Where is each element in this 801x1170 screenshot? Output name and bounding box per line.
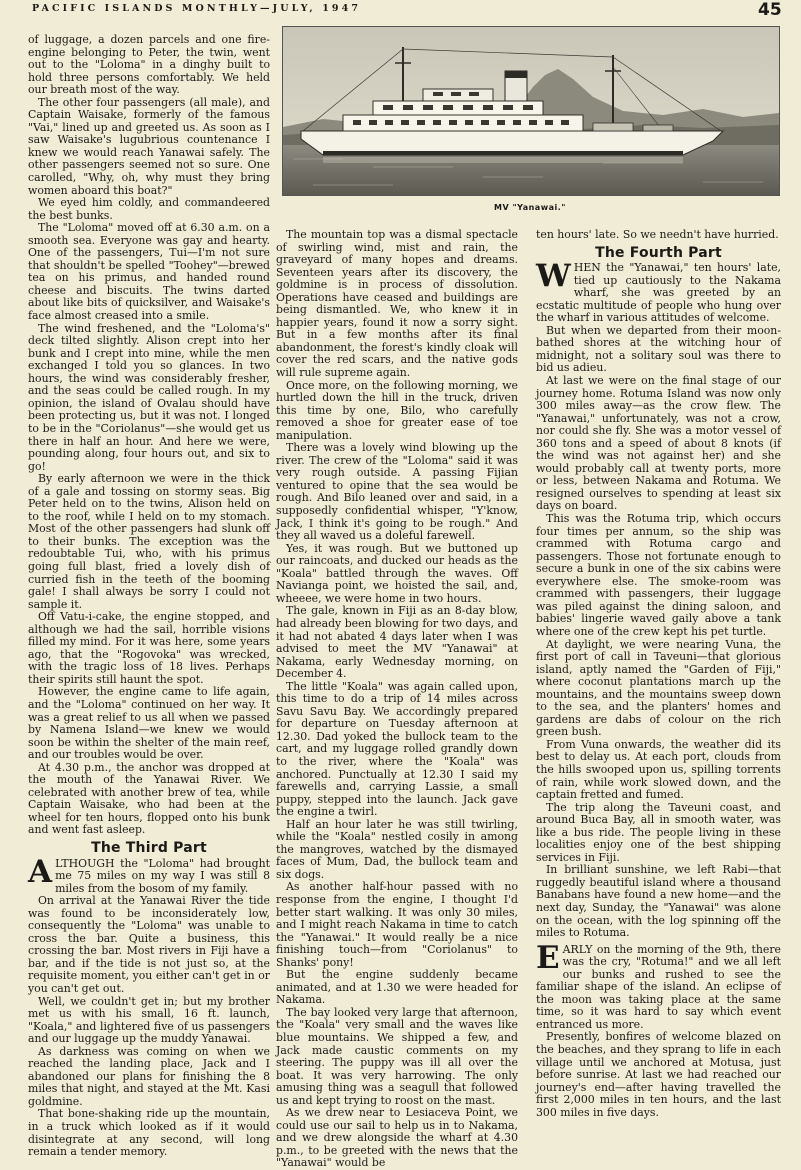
paragraph: Half an hour later he was still twirling, while the "Koala" nestled cosily in among the mangroves, watched by the dismayed faces of Mum, Dad, the bullock team and six dogs. <box>276 817 518 881</box>
paragraph-text: LTHOUGH the "Loloma" had brought me 75 miles on my way I was still 8 miles from the bosom of my family. <box>55 856 270 895</box>
paragraph: Well, we couldn't get in; but my brother met us with his small, 16 ft. launch, "Koala," and lightered five of us passengers and our luggage up the muddy Yanawai. <box>28 994 270 1046</box>
ship-illustration <box>283 27 779 195</box>
paragraph: But the engine suddenly became animated, and at 1.30 we were headed for Nakama. <box>276 968 518 1007</box>
paragraph: At 4.30 p.m., the anchor was dropped at the mouth of the Yanawai River. We celebrated with another brew of tea, while Captain Waisake, who had been at the wheel for ten hours, flopped onto his bunk and went fast asleep. <box>28 760 270 837</box>
paragraph: The other four passengers (all male), and Captain Waisake, formerly of the famous "Vai," lined up and greeted us. As soon as I saw Waisake's lugubrious countenance I knew we would reach Yanawai safely. The other passengers seemed not so sure. One carolled, "Why, oh, why must they bring women aboard this boat?" <box>28 95 270 197</box>
paragraph: The little "Koala" was again called upon, this time to do a trip of 14 miles across Savu Savu Bay. We accordingly prepared for departure on Tuesday afternoon at 12.30. Dad yoked the bullock team to the cart, and my luggage rolled grandly down to the river, where the "Koala" was anchored. Punctually at 12.30 I said my farewells and, carrying Lassie, a small puppy, stepped into the launch. Jack gave the engine a twirl. <box>276 679 518 819</box>
drop-cap: A <box>28 853 53 890</box>
paragraph: At last we were on the final stage of our journey home. Rotuma Island was now only 300 miles away—as the crow flew. The "Yanawai," unfortunately, was not a crow, nor could she fly. She was a motor vessel of 360 tons and a speed of about 8 knots (if the wind was not against her) and she would probably call at twenty ports, more or less, between Nakama and Rotuma. We resigned ourselves to spending at least six days on board. <box>536 374 781 513</box>
section-heading-fourth-part: The Fourth Part <box>595 244 722 261</box>
paragraph: As we drew near to Lesiaceva Point, we could use our sail to help us in to Nakama, and we drew alongside the wharf at 4.30 p.m., to be greeted with the news that the "Yanawai" would be <box>276 1106 518 1170</box>
ship-photo <box>282 26 780 196</box>
paragraph: The bay looked very large that afternoon, the "Koala" very small and the waves like blue mountains. We shipped a few, and Jack made caustic comments on my steering. The puppy was ill all over the boat. It was very harrowing. The only amusing thing was a seagull that followed us and kept trying to roost on the mast. <box>276 1005 518 1107</box>
paragraph-text: ARLY on the morning of the 9th, there was the cry, "Rotuma!" and we all left our bunks and rushed to see the familiar shape of the island. An eclipse of the moon was taking place at the same time, so it was hard to say which event entranced us more. <box>536 942 781 1031</box>
paragraph <box>536 939 781 1032</box>
paragraph: The wind freshened, and the "Loloma's" deck tilted slightly. Alison crept into her bunk and I crept into mine, while the men exchanged I told you so glances. In two hours, the wind was considerably fresher, and the seas could be called rough. In my opinion, the island of Ovalau should have been protecting us, but it was not. I longed to be in the "Coriolanus"—she would get us there in half an hour. And here we were, pounding along, four hours out, and six to go! <box>28 321 270 473</box>
article-column-3 <box>536 228 781 1119</box>
article-column-1 <box>28 33 270 1159</box>
drop-cap: W <box>536 258 571 295</box>
paragraph: But when we departed from their moon-bathed shores at the witching hour of midnight, not a solitary soul was there to bid us adieu. <box>536 323 781 375</box>
paragraph: We eyed him coldly, and commandeered the best bunks. <box>28 196 270 222</box>
paragraph: The gale, known in Fiji as an 8-day blow, had already been blowing for two days, and it had not abated 4 days later when I was advised to meet the MV "Yanawai" at Nakama, early Wednesday morning, on December 4. <box>276 604 518 681</box>
paragraph: Yes, it was rough. But we buttoned up our raincoats, and ducked our heads as the "Koala" battled through the waves. Off Navianga point, we hoisted the sail, and, wheeee, we were home in two hours. <box>276 541 518 605</box>
paragraph <box>28 853 270 896</box>
photo-caption: MV "Yanawai." <box>494 203 566 212</box>
paragraph: There was a lovely wind blowing up the river. The crew of the "Loloma" said it was very rough outside. A passing Fijian ventured to opine that the sea would be rough. And Bilo leaned over and said, in a supposedly confidential whisper, "Y'know, Jack, I think it's going to be rough." And they all waved us a doleful farewell. <box>276 441 518 543</box>
article-column-2 <box>276 228 518 1170</box>
paragraph: That bone-shaking ride up the mountain, in a truck which looked as if it would disintegrate at any second, will long remain a tender memory. <box>28 1107 270 1159</box>
drop-cap: E <box>536 939 560 976</box>
paragraph: From Vuna onwards, the weather did its best to delay us. At each port, clouds from the hills swooped upon us, spilling torrents of rain, while work slowed down, and the captain fretted and fumed. <box>536 737 781 802</box>
paragraph: ten hours' late. So we needn't have hurried. <box>536 228 779 241</box>
paragraph <box>536 258 781 325</box>
paragraph: Presently, bonfires of welcome blazed on the beaches, and they sprang to life in each village until we anchored at Motusa, just before sunrise. At last we had reached our journey's end—after having travelled the first 2,000 miles in ten hours, and the last 300 miles in five days. <box>536 1030 781 1119</box>
paragraph: The trip along the Taveuni coast, and around Buca Bay, all in smooth water, was like a bus ride. The people living in these localities enjoy one of the best shipping services in Fiji. <box>536 800 781 864</box>
paragraph: of luggage, a dozen parcels and one fire-engine belonging to Peter, the twin, went out to the "Loloma" in a dinghy built to hold three persons comfortably. We held our breath most of the way. <box>28 33 270 97</box>
paragraph: Off Vatu-i-cake, the engine stopped, and although we had the sail, horrible visions filled my mind. For it was here, some years ago, that the "Rogovoka" was wrecked, with the tragic loss of 18 lives. Perhaps their spirits still haunt the spot. <box>28 610 270 686</box>
page-number: 45 <box>758 0 782 20</box>
running-head: PACIFIC ISLANDS MONTHLY—JULY, 1947 <box>32 3 362 14</box>
section-heading-third-part: The Third Part <box>91 840 207 856</box>
paragraph: On arrival at the Yanawai River the tide was found to be inconsiderately low, consequently the "Loloma" was unable to cross the bar. Quite a business, this crossing the bar. Most rivers in Fiji have a bar, and if the tide is not just so, at the requisite moment, you either can't get in or you can't get out. <box>28 894 270 996</box>
paragraph: By early afternoon we were in the thick of a gale and tossing on stormy seas. Big Peter held on to the twins, Alison held on to the roof, while I held on to my stomach. Most of the other passengers had slunk off to their bunks. The exception was the redoubtable Tui, who, with his primus going full blast, fried a lovely dish of curried fish in the teeth of the booming gale! I shall always be sorry I could not sample it. <box>28 472 270 611</box>
paragraph-text: HEN the "Yanawai," ten hours' late, tied up cautiously to the Nakama wharf, she was greeted by an ecstatic multitude of people who hung over the wharf in various attitudes of welcome. <box>536 261 781 325</box>
paragraph: This was the Rotuma trip, which occurs four times per annum, so the ship was crammed with Rotuma cargo and passengers. Those not fortunate enough to secure a bunk in one of the six cabins were everywhere else. The smoke-room was crammed with passengers, their luggage was piled against the dining saloon, and babies' lingerie waved gaily above a tank where one of the crew kept his pet turtle. <box>536 512 781 638</box>
paragraph: As another half-hour passed with no response from the engine, I thought I'd better start walking. It was only 30 miles, and I might reach Nakama in time to catch the "Yanawai." It would really be a nice finishing touch—from "Coriolanus" to Shanks' pony! <box>276 880 518 969</box>
paragraph: At daylight, we were nearing Vuna, the first port of call in Taveuni—that glorious island, aptly named the "Garden of Fiji," where coconut plantations march up the mountains, and the mountains sweep down to the sea, and the planters' homes and gardens are dabs of colour on the rich green bush. <box>536 637 781 739</box>
paragraph: However, the engine came to life again, and the "Loloma" continued on her way. It was a great relief to us all when we passed by Namena Island—we knew we would soon be within the shelter of the main reef, and our troubles would be over. <box>28 685 270 762</box>
paragraph: Once more, on the following morning, we hurtled down the hill in the truck, driven this time by one, Bilo, who carefully removed a shoe for greater ease of toe manipulation. <box>276 378 518 442</box>
paragraph: The "Loloma" moved off at 6.30 a.m. on a smooth sea. Everyone was gay and hearty. One of the passengers, Tui—I'm not sure that shouldn't be spelled "Toohey"—brewed tea on his primus, and handed round cheese and biscuits. The twins darted about like bits of quicksilver, and Waisake's face almost creased into a smile. <box>28 221 270 323</box>
paragraph: The mountain top was a dismal spectacle of swirling wind, mist and rain, the graveyard of many hopes and dreams. Seventeen years after its discovery, the goldmine is in process of dissolution. Operations have ceased and buildings are being dismantled. We, who knew it in happier years, found it now a sorry sight. But in a few months after its final abandonment, the forest's kindly cloak will cover the red scars, and the native gods will rule supreme again. <box>276 228 518 380</box>
paragraph: In brilliant sunshine, we left Rabi—that ruggedly beautiful island where a thousand Banabans have found a new home—and the next day, Sunday, the "Yanawai" was alone on the ocean, with the log spinning off the miles to Rotuma. <box>536 863 781 940</box>
paragraph: As darkness was coming on when we reached the landing place, Jack and I abandoned our plans for finishing the 8 miles that night, and stayed at the Mt. Kasi goldmine. <box>28 1044 270 1108</box>
